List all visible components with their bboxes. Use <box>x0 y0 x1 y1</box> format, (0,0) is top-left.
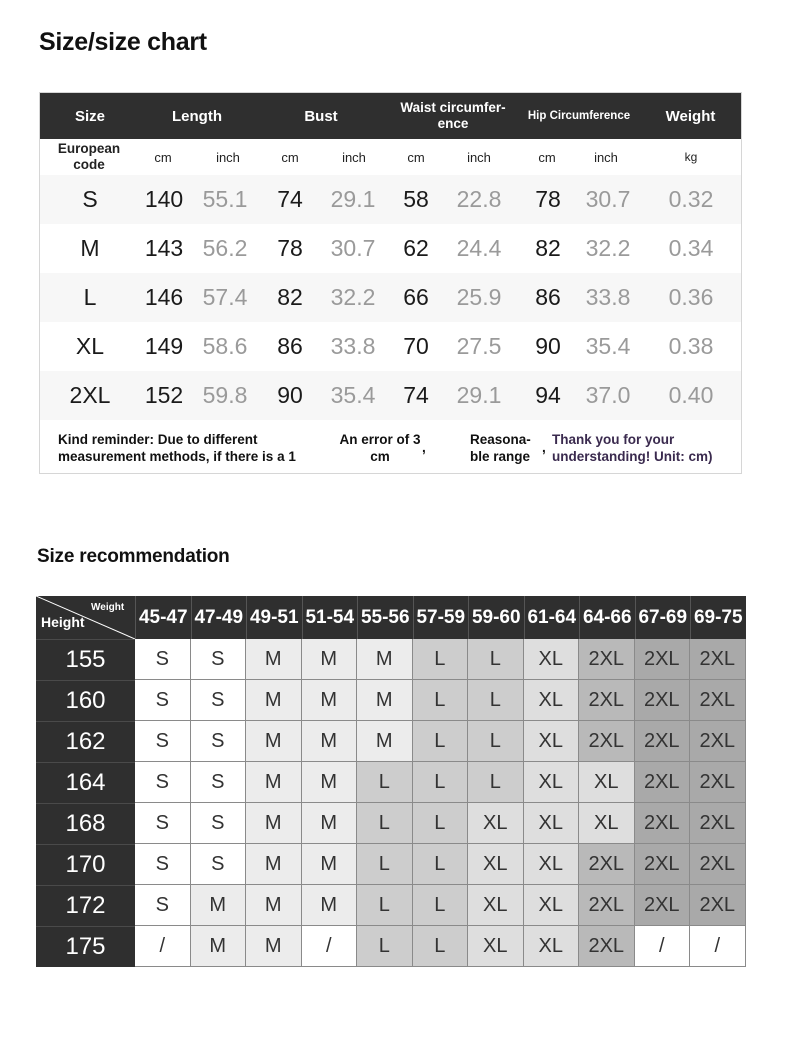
height-row-header: 168 <box>36 803 135 844</box>
waist-inch: 29.1 <box>456 382 502 408</box>
recommended-size-cell: 2XL <box>635 721 691 762</box>
recommended-size-cell: 2XL <box>635 803 691 844</box>
recommended-size-cell: S <box>135 639 191 680</box>
bust-cm: 78 <box>277 235 303 261</box>
recommended-size-cell: L <box>468 762 524 803</box>
recommended-size-cell: XL <box>524 762 580 803</box>
height-row-header: 170 <box>36 844 135 885</box>
height-row-header: 155 <box>36 639 135 680</box>
recommended-size-cell: M <box>357 639 413 680</box>
weight-column-header: 55-56 <box>357 596 413 639</box>
bust-cm: 74 <box>277 186 303 212</box>
header-weight: Weight <box>665 107 716 125</box>
hip-cm: 94 <box>535 382 561 408</box>
recommended-size-cell: M <box>246 885 302 926</box>
recommended-size-cell: L <box>468 721 524 762</box>
reminder-range-text: Reasona-ble range <box>470 432 531 464</box>
recommended-size-cell: M <box>246 762 302 803</box>
weight-column-header: 64-66 <box>579 596 635 639</box>
hip-inch: 35.4 <box>585 333 631 359</box>
unit-european-code: European code <box>57 141 121 172</box>
bust-inch: 35.4 <box>330 382 376 408</box>
hip-inch: 30.7 <box>585 186 631 212</box>
recommended-size-cell: S <box>135 844 191 885</box>
waist-cm: 58 <box>403 186 429 212</box>
recommended-size-cell: S <box>191 762 247 803</box>
length-inch: 57.4 <box>202 284 248 310</box>
hip-inch: 37.0 <box>585 382 631 408</box>
length-cm: 143 <box>144 235 184 261</box>
size-label: L <box>83 284 97 310</box>
recommended-size-cell: 2XL <box>579 680 635 721</box>
size-row-l <box>40 273 741 322</box>
recommended-size-cell: 2XL <box>579 844 635 885</box>
size-row-2xl <box>40 371 741 420</box>
recommended-size-cell: S <box>191 721 247 762</box>
length-cm: 149 <box>144 333 184 359</box>
recommended-size-cell: S <box>191 844 247 885</box>
recommended-size-cell: 2XL <box>579 721 635 762</box>
recommended-size-cell: L <box>413 844 469 885</box>
recommended-size-cell: / <box>690 926 746 967</box>
recommended-size-cell: M <box>246 680 302 721</box>
recommended-size-cell: M <box>302 803 358 844</box>
recommended-size-cell: / <box>135 926 191 967</box>
recommended-size-cell: XL <box>524 844 580 885</box>
hip-cm: 78 <box>535 186 561 212</box>
waist-inch: 25.9 <box>456 284 502 310</box>
recommended-size-cell: M <box>302 762 358 803</box>
unit-hip-inch: inch <box>594 149 618 165</box>
weight-kg: 0.34 <box>668 235 714 261</box>
unit-bust-inch: inch <box>342 149 366 165</box>
length-inch: 58.6 <box>202 333 248 359</box>
weight-column-header: 47-49 <box>191 596 247 639</box>
recommended-size-cell: M <box>191 885 247 926</box>
recommended-size-cell: S <box>191 680 247 721</box>
height-row-header: 164 <box>36 762 135 803</box>
recommended-size-cell: L <box>413 680 469 721</box>
weight-kg: 0.38 <box>668 333 714 359</box>
recommended-size-cell: / <box>302 926 358 967</box>
hip-cm: 82 <box>535 235 561 261</box>
recommended-size-cell: 2XL <box>690 803 746 844</box>
recommended-size-cell: 2XL <box>690 762 746 803</box>
recommended-size-cell: 2XL <box>635 762 691 803</box>
size-label: XL <box>75 333 105 359</box>
header-waist: Waist circumfer-ence <box>400 100 506 131</box>
recommended-size-cell: 2XL <box>690 680 746 721</box>
recommended-size-cell: S <box>135 885 191 926</box>
corner-height-label: Height <box>41 614 85 630</box>
weight-column-header: 69-75 <box>690 596 746 639</box>
length-inch: 59.8 <box>202 382 248 408</box>
recommended-size-cell: 2XL <box>690 721 746 762</box>
length-inch: 56.2 <box>202 235 248 261</box>
height-row-header: 175 <box>36 926 135 967</box>
recommended-size-cell: M <box>302 680 358 721</box>
bust-inch: 29.1 <box>330 186 376 212</box>
header-length: Length <box>172 107 222 125</box>
bust-cm: 86 <box>277 333 303 359</box>
bust-cm: 82 <box>277 284 303 310</box>
recommended-size-cell: 2XL <box>635 885 691 926</box>
weight-kg: 0.36 <box>668 284 714 310</box>
recommended-size-cell: 2XL <box>635 680 691 721</box>
recommended-size-cell: XL <box>524 803 580 844</box>
recommended-size-cell: L <box>413 762 469 803</box>
unit-hip-cm: cm <box>538 149 556 165</box>
size-row-s <box>40 175 741 224</box>
length-cm: 140 <box>144 186 184 212</box>
recommended-size-cell: M <box>357 680 413 721</box>
unit-waist-cm: cm <box>407 149 425 165</box>
recommended-size-cell: M <box>302 844 358 885</box>
recommended-size-cell: M <box>246 639 302 680</box>
reminder-text: Kind reminder: Due to different measurement methods, if there is a 1 <box>58 432 296 464</box>
recommended-size-cell: 2XL <box>635 639 691 680</box>
size-chart-unit-row <box>40 139 741 175</box>
recommended-size-cell: S <box>191 803 247 844</box>
recommended-size-cell: XL <box>524 885 580 926</box>
recommended-size-cell: M <box>302 885 358 926</box>
waist-inch: 24.4 <box>456 235 502 261</box>
unit-bust-cm: cm <box>281 149 299 165</box>
recommended-size-cell: XL <box>579 803 635 844</box>
weight-column-header: 51-54 <box>302 596 358 639</box>
recommended-size-cell: 2XL <box>579 926 635 967</box>
weight-column-header: 61-64 <box>524 596 580 639</box>
size-label: M <box>80 235 100 261</box>
length-cm: 152 <box>144 382 184 408</box>
recommended-size-cell: 2XL <box>690 885 746 926</box>
recommended-size-cell: M <box>191 926 247 967</box>
size-row-m <box>40 224 741 273</box>
hip-inch: 33.8 <box>585 284 631 310</box>
recommended-size-cell: L <box>413 803 469 844</box>
height-row-header: 160 <box>36 680 135 721</box>
header-hip: Hip Circumference <box>527 110 631 122</box>
weight-kg: 0.32 <box>668 186 714 212</box>
corner-weight-label: Weight <box>91 602 125 613</box>
recommended-size-cell: L <box>357 762 413 803</box>
recommended-size-cell: L <box>357 926 413 967</box>
weight-column-header: 45-47 <box>135 596 191 639</box>
recommended-size-cell: XL <box>468 885 524 926</box>
recommended-size-cell: 2XL <box>635 844 691 885</box>
length-inch: 55.1 <box>202 186 248 212</box>
reminder-error-text: An error of 3 cm <box>339 432 421 464</box>
unit-length-cm: cm <box>154 149 172 165</box>
size-recommendation-title: Size recommendation <box>37 546 230 567</box>
size-chart-title: Size/size chart <box>39 28 207 56</box>
hip-cm: 86 <box>535 284 561 310</box>
recommended-size-cell: M <box>302 721 358 762</box>
recommended-size-cell: 2XL <box>690 844 746 885</box>
recommended-size-cell: 2XL <box>690 639 746 680</box>
recommended-size-cell: XL <box>524 721 580 762</box>
size-row-xl <box>40 322 741 371</box>
height-row-header: 172 <box>36 885 135 926</box>
recommended-size-cell: XL <box>524 926 580 967</box>
recommended-size-cell: L <box>413 926 469 967</box>
recommended-size-cell: L <box>357 803 413 844</box>
recommended-size-cell: S <box>135 762 191 803</box>
waist-cm: 66 <box>403 284 429 310</box>
waist-cm: 74 <box>403 382 429 408</box>
weight-column-header: 67-69 <box>635 596 691 639</box>
recommended-size-cell: S <box>135 680 191 721</box>
header-size: Size <box>74 107 105 125</box>
waist-cm: 62 <box>403 235 429 261</box>
size-chart-header-row <box>40 93 741 139</box>
weight-column-header: 49-51 <box>246 596 302 639</box>
weight-column-header: 57-59 <box>413 596 469 639</box>
header-bust: Bust <box>304 107 338 125</box>
recommended-size-cell: M <box>357 721 413 762</box>
recommended-size-cell: XL <box>468 803 524 844</box>
recommended-size-cell: M <box>246 803 302 844</box>
recommended-size-cell: XL <box>579 762 635 803</box>
recommended-size-cell: S <box>191 639 247 680</box>
recommended-size-cell: L <box>357 844 413 885</box>
size-label: 2XL <box>69 382 111 408</box>
waist-inch: 27.5 <box>456 333 502 359</box>
height-row-header: 162 <box>36 721 135 762</box>
recommended-size-cell: XL <box>524 639 580 680</box>
recommended-size-cell: S <box>135 803 191 844</box>
recommended-size-cell: M <box>246 721 302 762</box>
recommended-size-cell: L <box>413 885 469 926</box>
size-label: S <box>82 186 98 212</box>
recommended-size-cell: M <box>302 639 358 680</box>
reminder-thanks-text: Thank you for your understanding! Unit: cm) <box>552 432 713 464</box>
recommended-size-cell: XL <box>524 680 580 721</box>
recommended-size-cell: L <box>413 721 469 762</box>
bust-cm: 90 <box>277 382 303 408</box>
recommended-size-cell: M <box>246 844 302 885</box>
bust-inch: 33.8 <box>330 333 376 359</box>
hip-cm: 90 <box>535 333 561 359</box>
weight-column-header: 59-60 <box>468 596 524 639</box>
waist-inch: 22.8 <box>456 186 502 212</box>
length-cm: 146 <box>144 284 184 310</box>
measurement-reminder <box>40 425 741 473</box>
recommended-size-cell: S <box>135 721 191 762</box>
unit-weight-kg: kg <box>684 150 698 164</box>
recommended-size-cell: M <box>246 926 302 967</box>
weight-kg: 0.40 <box>668 382 714 408</box>
size-recommendation-table <box>36 596 746 967</box>
size-chart-table <box>39 92 742 474</box>
recommended-size-cell: L <box>468 639 524 680</box>
recommended-size-cell: XL <box>468 926 524 967</box>
recommended-size-cell: 2XL <box>579 885 635 926</box>
hip-inch: 32.2 <box>585 235 631 261</box>
recommended-size-cell: 2XL <box>579 639 635 680</box>
recommended-size-cell: L <box>468 680 524 721</box>
recommended-size-cell: L <box>413 639 469 680</box>
reminder-comma-2: , <box>542 440 546 455</box>
unit-length-inch: inch <box>216 149 240 165</box>
recommended-size-cell: XL <box>468 844 524 885</box>
bust-inch: 30.7 <box>330 235 376 261</box>
recommended-size-cell: / <box>635 926 691 967</box>
bust-inch: 32.2 <box>330 284 376 310</box>
unit-waist-inch: inch <box>467 149 491 165</box>
reminder-comma-1: , <box>422 440 426 455</box>
rec-corner-header <box>36 596 135 639</box>
waist-cm: 70 <box>403 333 429 359</box>
recommended-size-cell: L <box>357 885 413 926</box>
